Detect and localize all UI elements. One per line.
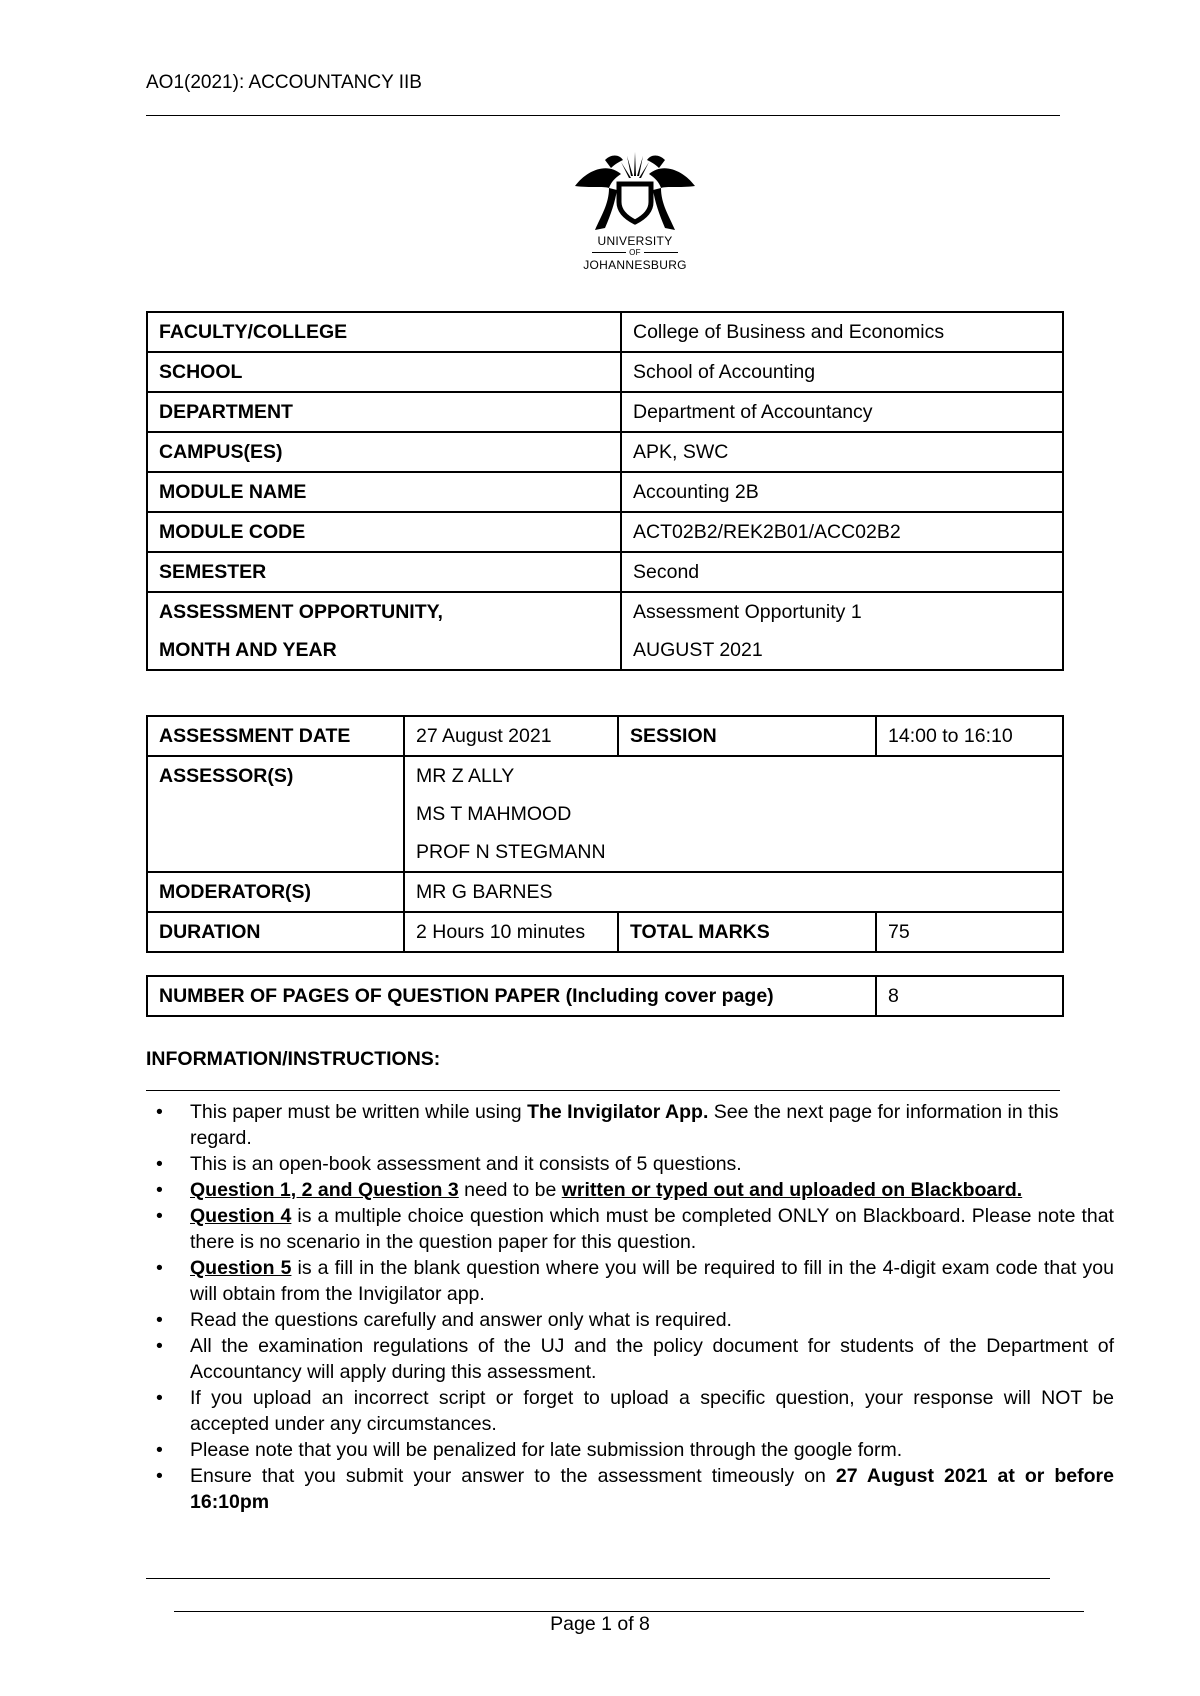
- instruction-text: See the next page for information in this regard.: [190, 1101, 1059, 1149]
- page-number: Page 1 of 8: [550, 1613, 650, 1635]
- assessor-name: MR Z ALLY: [416, 765, 515, 787]
- list-item: [146, 1099, 1114, 1151]
- total-marks-label: TOTAL MARKS: [618, 912, 876, 952]
- row-value: Accounting 2B: [621, 472, 1063, 512]
- row-label: [147, 592, 621, 670]
- row-value: Second: [621, 552, 1063, 592]
- row-label: SEMESTER: [147, 552, 621, 592]
- pages-table: [146, 975, 1064, 1017]
- list-item: [146, 1255, 1114, 1307]
- assessment-date-value: 27 August 2021: [404, 716, 618, 756]
- moderator-value: MR G BARNES: [404, 872, 1063, 912]
- row-label: CAMPUS(ES): [147, 432, 621, 472]
- row-value: ACT02B2/REK2B01/ACC02B2: [621, 512, 1063, 552]
- instructions-list: [146, 1099, 1114, 1515]
- assessor-list: [404, 756, 1063, 872]
- pages-value: 8: [876, 976, 1063, 1016]
- university-logo: [560, 148, 710, 288]
- instruction-emphasis: written or typed out and uploaded on Blackboard.: [561, 1179, 1023, 1201]
- instruction-text: is a fill in the blank question where you will be required to fill in the 4-digit exam code that you will obtain from the Invigilator app.: [190, 1257, 1114, 1305]
- row-label: FACULTY/COLLEGE: [147, 312, 621, 352]
- table-row: [147, 976, 1063, 1016]
- label-line: MONTH AND YEAR: [159, 639, 337, 661]
- table-row: [147, 716, 1063, 756]
- table-row: [147, 872, 1063, 912]
- instruction-text: Ensure that you submit your answer to the assessment timeously on: [190, 1465, 836, 1487]
- row-label: DEPARTMENT: [147, 392, 621, 432]
- list-item: [146, 1177, 1114, 1203]
- assessment-date-label: ASSESSMENT DATE: [147, 716, 404, 756]
- logo-text-of: OF: [560, 248, 710, 258]
- logo-text-johannesburg: JOHANNESBURG: [583, 258, 687, 272]
- instruction-text: This paper must be written while using: [190, 1101, 528, 1123]
- row-value: School of Accounting: [621, 352, 1063, 392]
- instruction-text: need to be: [458, 1179, 562, 1201]
- list-item: • Please note that you will be penalized for late submission through the google form.: [146, 1437, 1114, 1463]
- table-row: [147, 512, 1063, 552]
- header-rule: [146, 115, 1060, 116]
- row-label: SCHOOL: [147, 352, 621, 392]
- instruction-emphasis: Question 4: [190, 1205, 292, 1227]
- duration-value: 2 Hours 10 minutes: [404, 912, 618, 952]
- instruction-text: is a multiple choice question which must be completed ONLY on Blackboard. Please note that there is no scenario in the question paper for this question.: [190, 1205, 1114, 1253]
- table-row: [147, 912, 1063, 952]
- row-label: MODULE CODE: [147, 512, 621, 552]
- session-value: 14:00 to 16:10: [876, 716, 1063, 756]
- session-label: SESSION: [618, 716, 876, 756]
- table-row: [147, 432, 1063, 472]
- table-row: [147, 756, 1063, 872]
- assessor-name: PROF N STEGMANN: [416, 841, 606, 863]
- instructions-rule: [146, 1090, 1060, 1091]
- instruction-emphasis: Question 1, 2 and Question 3: [190, 1179, 459, 1201]
- document-header: AO1(2021): ACCOUNTANCY IIB: [146, 72, 422, 93]
- footer-rule: [174, 1611, 1084, 1612]
- logo-text-university: UNIVERSITY: [597, 234, 673, 248]
- row-value: [621, 592, 1063, 670]
- table-row: [147, 392, 1063, 432]
- module-info-table: [146, 311, 1064, 671]
- table-row: [147, 472, 1063, 512]
- list-item: • Read the questions carefully and answer only what is required.: [146, 1307, 1114, 1333]
- row-label: MODULE NAME: [147, 472, 621, 512]
- list-item: [146, 1463, 1114, 1515]
- instruction-emphasis: Question 5: [190, 1257, 292, 1279]
- assessment-table: [146, 715, 1064, 953]
- value-line: AUGUST 2021: [633, 639, 763, 661]
- list-item: • This is an open-book assessment and it consists of 5 questions.: [146, 1151, 1114, 1177]
- instruction-emphasis: 27 August 2021 at or before 16:10pm: [190, 1465, 1114, 1513]
- assessor-name: MS T MAHMOOD: [416, 803, 572, 825]
- bottom-rule: [146, 1578, 1050, 1579]
- moderator-label: MODERATOR(S): [147, 872, 404, 912]
- duration-label: DURATION: [147, 912, 404, 952]
- table-row: [147, 352, 1063, 392]
- assessor-label: ASSESSOR(S): [147, 756, 404, 872]
- row-value: APK, SWC: [621, 432, 1063, 472]
- row-value: Department of Accountancy: [621, 392, 1063, 432]
- value-line: Assessment Opportunity 1: [633, 601, 862, 623]
- list-item: [146, 1203, 1114, 1255]
- total-marks-value: 75: [876, 912, 1063, 952]
- list-item: • All the examination regulations of the UJ and the policy document for students of the Department of Accountancy will apply during this assessment.: [146, 1333, 1114, 1385]
- table-row: [147, 592, 1063, 670]
- pages-label: NUMBER OF PAGES OF QUESTION PAPER (Including cover page): [147, 976, 876, 1016]
- table-row: [147, 312, 1063, 352]
- table-row: [147, 552, 1063, 592]
- row-value: College of Business and Economics: [621, 312, 1063, 352]
- label-line: ASSESSMENT OPPORTUNITY,: [159, 601, 443, 623]
- instructions-title: INFORMATION/INSTRUCTIONS:: [146, 1048, 441, 1070]
- list-item: • If you upload an incorrect script or forget to upload a specific question, your response will NOT be accepted under any circumstances.: [146, 1385, 1114, 1437]
- instruction-emphasis: The Invigilator App.: [527, 1101, 709, 1123]
- university-crest-icon: [565, 148, 705, 234]
